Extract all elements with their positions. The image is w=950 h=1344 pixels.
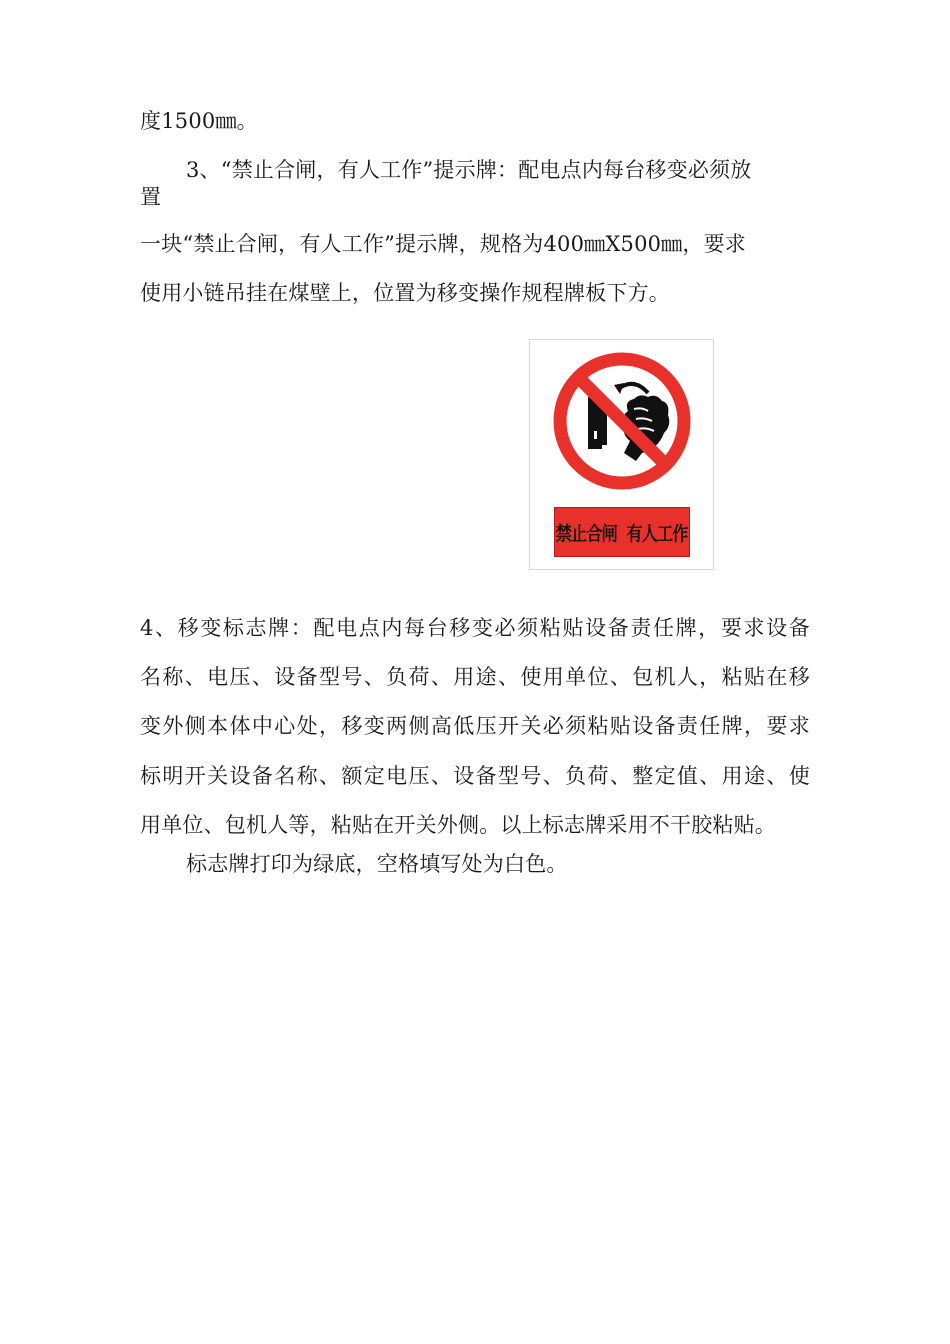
paragraph-line: 度1500㎜。 [140, 109, 258, 133]
paragraph-line: 标明开关设备名称、额定电压、设备型号、负荷、整定值、用途、使 [140, 764, 810, 788]
prohibition-sign [529, 339, 714, 570]
paragraph-line: 用单位、包机人等，粘贴在开关外侧。以上标志牌采用不干胶粘贴。 [140, 813, 776, 837]
paragraph-line: 使用小链吊挂在煤壁上，位置为移变操作规程牌板下方。 [140, 281, 670, 305]
paragraph-line: 4、移变标志牌：配电点内每台移变必须粘贴设备责任牌，要求设备 [140, 616, 810, 640]
paragraph-line: 标志牌打印为绿底，空格填写处为白色。 [186, 852, 568, 876]
sign-banner [550, 503, 694, 561]
paragraph-line: 置 [140, 185, 162, 209]
no-switching-prohibition-icon [550, 349, 694, 493]
paragraph-line: 变外侧本体中心处，移变两侧高低压开关必须粘贴设备责任牌，要求 [140, 714, 810, 738]
paragraph-line: 名称、电压、设备型号、负荷、用途、使用单位、包机人，粘贴在移 [140, 665, 810, 689]
sign-label: 禁止合闸 有人工作 [556, 522, 688, 545]
paragraph-line: 一块“禁止合闸，有人工作”提示牌，规格为400㎜X500㎜，要求 [140, 232, 746, 256]
paragraph-line: 3、“禁止合闸，有人工作”提示牌：配电点内每台移变必须放 [186, 158, 752, 182]
